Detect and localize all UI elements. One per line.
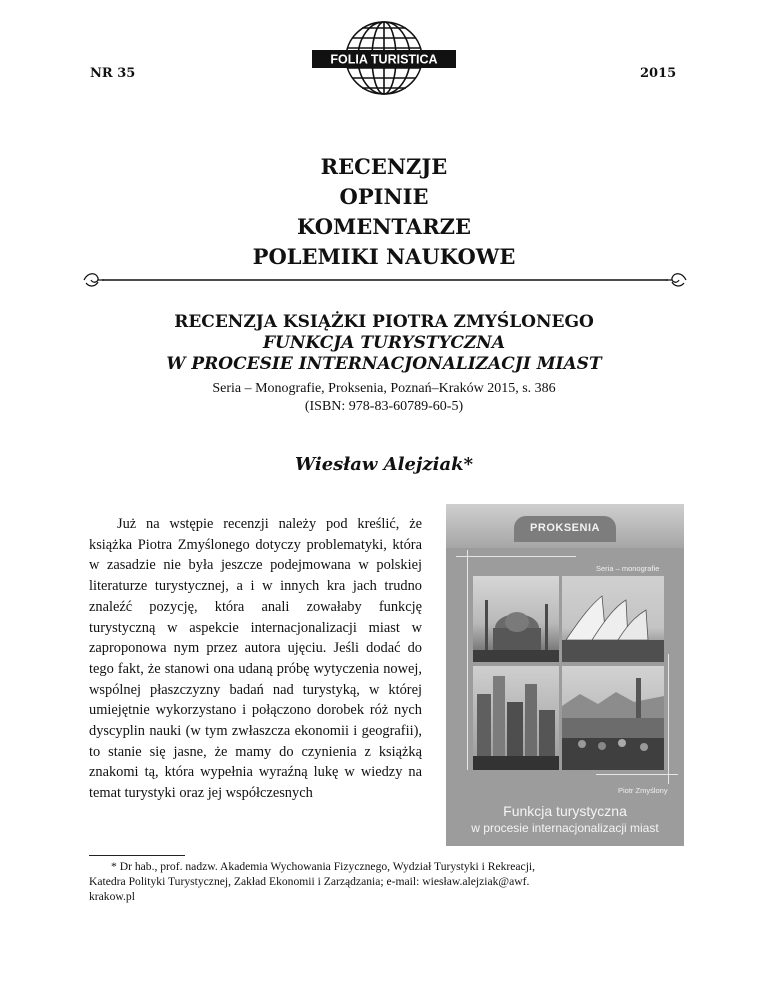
text-line: ekonomii i geografii), to stanie się jasne, [89,723,422,760]
cover-photo-skyline [473,666,559,770]
text-line: tego fakt, że stanowi ona udaną próbę [89,660,314,677]
article-isbn: (ISBN: 978-83-60789-60-5) [304,399,464,414]
text-line: badań nad turystyką, w której umiejętnie [89,681,422,719]
text-line: Już na wstępie recenzji należy pod [117,516,348,532]
footnote-line: * Dr hab., prof. nadzw. Akademia Wychowania Fizycznego, Wydział Turystyki i Rekreacji, [111,860,536,873]
section-line: OPINIE [339,184,429,209]
text-line: wytyczenia nowej, wspólnej płaszczyzny [89,660,422,698]
text-line: internacjonalizacji miast w zaproponowa [89,619,422,657]
text-line: dotyczy problematyki, która w zasadzie [89,536,422,574]
issue-year: 2015 [640,66,677,81]
text-line: jach trudno znaleźć pozycję, która anali [89,578,422,615]
section-line: RECENZJE [320,154,448,179]
journal-logo-text: FOLIA TURISTICA [330,52,438,67]
text-line: nym przez autora ujęciu. Jeśli dodać do [173,640,422,657]
article-title-line: FUNKCJA TURYSTYCZNA [262,333,506,353]
section-line: KOMENTARZE [297,214,471,239]
footnote-line: krakow.pl [89,890,135,904]
text-line: kreślić, że książka Piotra Zmyślonego [89,516,422,553]
footnote [89,859,679,905]
cover-subtitle: w procesie internacjonalizacji miast [471,821,659,835]
footnote-rule [89,855,185,856]
text-line: tą, która wypełnia wyraźną lukę w wiedzy [144,764,409,781]
article-header [0,312,768,416]
text-line: zowałaby funkcję turystyczną w aspekcie [89,598,422,636]
text-line: wykorzystano i połączono dorobek róż [155,702,389,719]
cover-author: Piotr Zmyślony [618,786,668,795]
ornament-divider [82,270,688,290]
text-line: literaturze turystycznej, a i w innych kra [89,578,346,595]
text-line: że mamy do czynienia z książką znakomi [89,743,422,781]
article-title-line: W PROCESIE INTERNACJONALIZACJI MIAST [166,354,602,374]
text-line: nie była jeszcze podejmowana w polskiej [163,557,422,574]
article-author: Wiesław Alejziak* [294,454,474,475]
cover-frame-line [668,654,669,784]
section-heading [0,152,768,272]
section-line: POLEMIKI NAUKOWE [252,244,516,269]
body-paragraph [89,514,422,804]
cover-series: Seria – monografie [596,564,660,573]
issue-number: NR 35 [90,66,136,81]
cover-frame-line [456,556,576,557]
book-cover-image [446,504,684,846]
journal-logo [308,16,460,100]
cover-photo-square [562,666,664,770]
cover-photo-opera [562,576,664,662]
text-line: nych dyscyplin nauki (w tym zwłaszcza [89,702,422,740]
article-title-line: RECENZJA KSIĄŻKI PIOTRA ZMYŚLONEGO [174,312,594,332]
cover-title: Funkcja turystyczna [503,803,627,819]
cover-frame-line [596,774,678,775]
footnote-line: Katedra Polityki Turystycznej, Zakład Ekonomii i Zarządzania; e-mail: wiesław.alejziak@awf. [89,875,530,889]
cover-frame-line [467,550,468,770]
text-line: na temat turystyki oraz jej współczesnych [89,764,422,802]
article-meta: Seria – Monografie, Proksenia, Poznań–Kraków 2015, s. 386 [212,381,556,396]
body-text [89,514,422,804]
cover-photo-mosque [473,576,559,662]
cover-publisher: PROKSENIA [514,516,616,542]
